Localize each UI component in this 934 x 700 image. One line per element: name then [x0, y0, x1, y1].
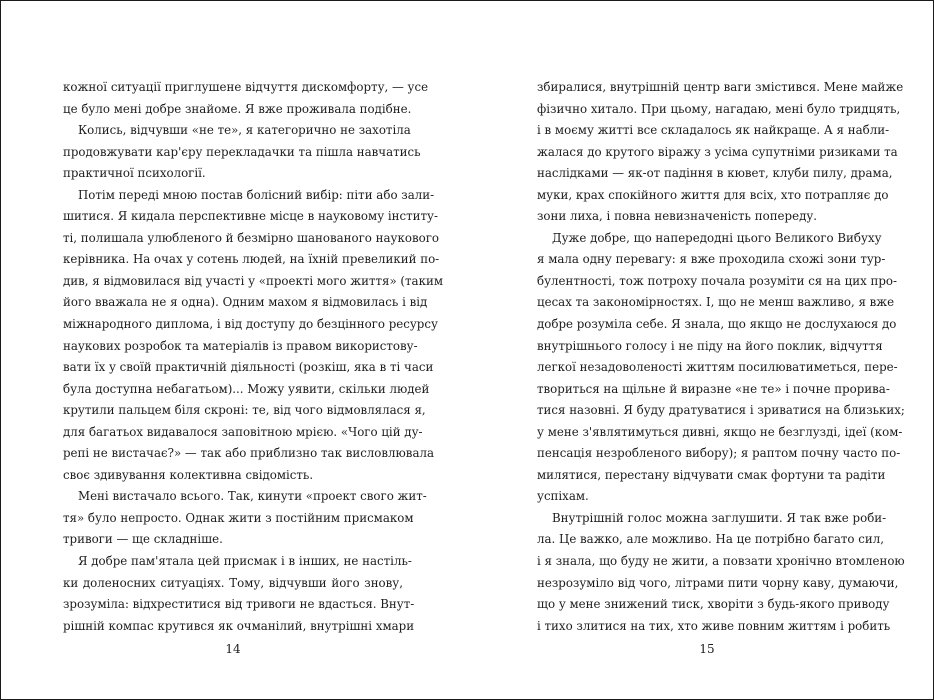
text-line: це було мені добре знайоме. Я вже проживала подібне.: [63, 101, 412, 116]
text-line: Колись, відчувши «не те», я категорично не захотіла: [78, 123, 411, 138]
text-line: Мені вистачало всього. Так, кинути «проект свого жит-: [78, 489, 427, 504]
text-line: репі не вистачає?» — так або приблизно так висловлювала: [63, 446, 435, 461]
text-line: у мене з'являтимуться дивні, якщо не безглузді, ідеї (ком-: [537, 424, 903, 439]
text-line: що у мене знижений тиск, хворіти з будь-якого приводу: [537, 597, 890, 612]
text-line: булентності, тож потроху почала розуміти ся на цих про-: [537, 273, 897, 288]
left-page-text: [63, 77, 443, 637]
text-line: ла. Це важко, але можливо. На це потрібно багато сил,: [537, 532, 885, 547]
text-line: наукових розробок та матеріалів із правом використову-: [63, 338, 418, 353]
text-line: Потім переді мною постав болісний вибір: піти або зали-: [78, 187, 435, 202]
text-line: ки доленосних ситуаціях. Тому, відчувши його знову,: [63, 575, 403, 590]
text-line: практичної психології.: [63, 166, 206, 181]
text-line: легкої незадоволеності життям посилюватиметься, пере-: [537, 360, 898, 375]
page-number-right: 15: [699, 642, 715, 656]
text-line: крутили пальцем біля скроні: те, від чого відмовлялася я,: [63, 403, 426, 418]
text-line: рішній компас крутився як очманілий, внутрішні хмари: [63, 618, 415, 633]
text-line: Внутрішній голос можна заглушити. Я так вже роби-: [552, 510, 887, 525]
text-line: тя» було непросто. Однак жити з постійним присмаком: [63, 510, 414, 525]
text-line: для багатьох видавалося заповітною мрією. «Чого цій ду-: [63, 424, 423, 439]
text-line: цесах та закономірностях. І, що не менш важливо, я вже: [537, 295, 895, 310]
text-line: незрозуміло від чого, літрами пити чорну каву, думаючи,: [537, 575, 899, 590]
text-line: шитися. Я кидала перспективне місце в науковому інститу-: [63, 209, 438, 224]
text-line: Я добре пам'ятала цей присмак і в інших, не настіль-: [78, 554, 412, 569]
text-line: кожної ситуації приглушене відчуття дискомфорту, — усе: [63, 80, 429, 94]
text-line: його вважала не я одна). Одним махом я відмовилась і від: [63, 295, 428, 310]
text-line: керівника. На очах у сотень людей, на їхній превеликий по-: [63, 252, 440, 267]
text-line: Дуже добре, що напередодні цього Великого Вибуху: [552, 230, 882, 245]
text-line: наслідками — як-от падіння в кювет, клуби пилу, драма,: [537, 166, 893, 181]
text-line: жалася до крутого віражу з усіма супутніми ризиками та: [537, 144, 898, 159]
text-line: вати їх у своїй практичній діяльності (розкіш, яка в ті часи: [63, 360, 434, 375]
text-line: див, я відмовилася від участі у «проекті мого життя» (таким: [63, 273, 443, 288]
text-line: твориться на щільне й виразне «не те» і почне прорива-: [537, 381, 890, 396]
text-line: і тихо злитися на тих, хто живе повним життям і робить: [537, 618, 891, 633]
text-line: добре розуміла себе. Я знала, що якщо не дослухаюся до: [537, 317, 897, 332]
text-line: своє здивування колективна свідомість.: [63, 467, 314, 482]
text-line: тися назовні. Я буду дратуватися і зриватися на близьких;: [537, 403, 905, 418]
right-page-text: [537, 77, 905, 637]
text-line: муки, крах спокійного життя для всіх, хто потрапляє до: [537, 187, 889, 202]
text-line: фізично хитало. При цьому, нагадаю, мені було тридцять,: [537, 101, 901, 116]
text-line: і в моєму житті все складалось як найкраще. А я набли-: [537, 123, 890, 138]
text-line: збиралися, внутрішній центр ваги змістився. Мене майже: [537, 80, 904, 94]
text-line: успіхам.: [537, 489, 589, 504]
text-line: внутрішнього голосу і не піду на його поклик, відчуття: [537, 338, 883, 353]
text-line: ті, полишала улюбленого й безмірно шанованого наукового: [63, 230, 440, 245]
text-line: милятися, перестану відчувати смак фортуни та радіти: [537, 467, 886, 482]
text-line: продовжувати кар'єру перекладачки та пішла навчатись: [63, 144, 421, 159]
text-line: я мала одну перевагу: я вже проходила схожі зони тур-: [537, 252, 886, 267]
text-line: пенсація незробленого вибору); я раптом почну часто по-: [537, 446, 901, 461]
text-line: зрозуміла: відхреститися від тривоги не вдасться. Внут-: [63, 597, 415, 612]
text-line: і я знала, що буду не жити, а повзати хронічно втомленою: [537, 554, 905, 569]
text-line: тривоги — ще складніше.: [63, 532, 223, 547]
page-number-left: 14: [225, 642, 241, 656]
text-line: була доступна небагатьом)... Можу уявити, скільки людей: [63, 381, 430, 396]
text-line: міжнародного диплома, і від доступу до безцінного ресурсу: [63, 317, 438, 332]
text-line: зони лиха, і повна невизначеність попереду.: [537, 209, 818, 224]
